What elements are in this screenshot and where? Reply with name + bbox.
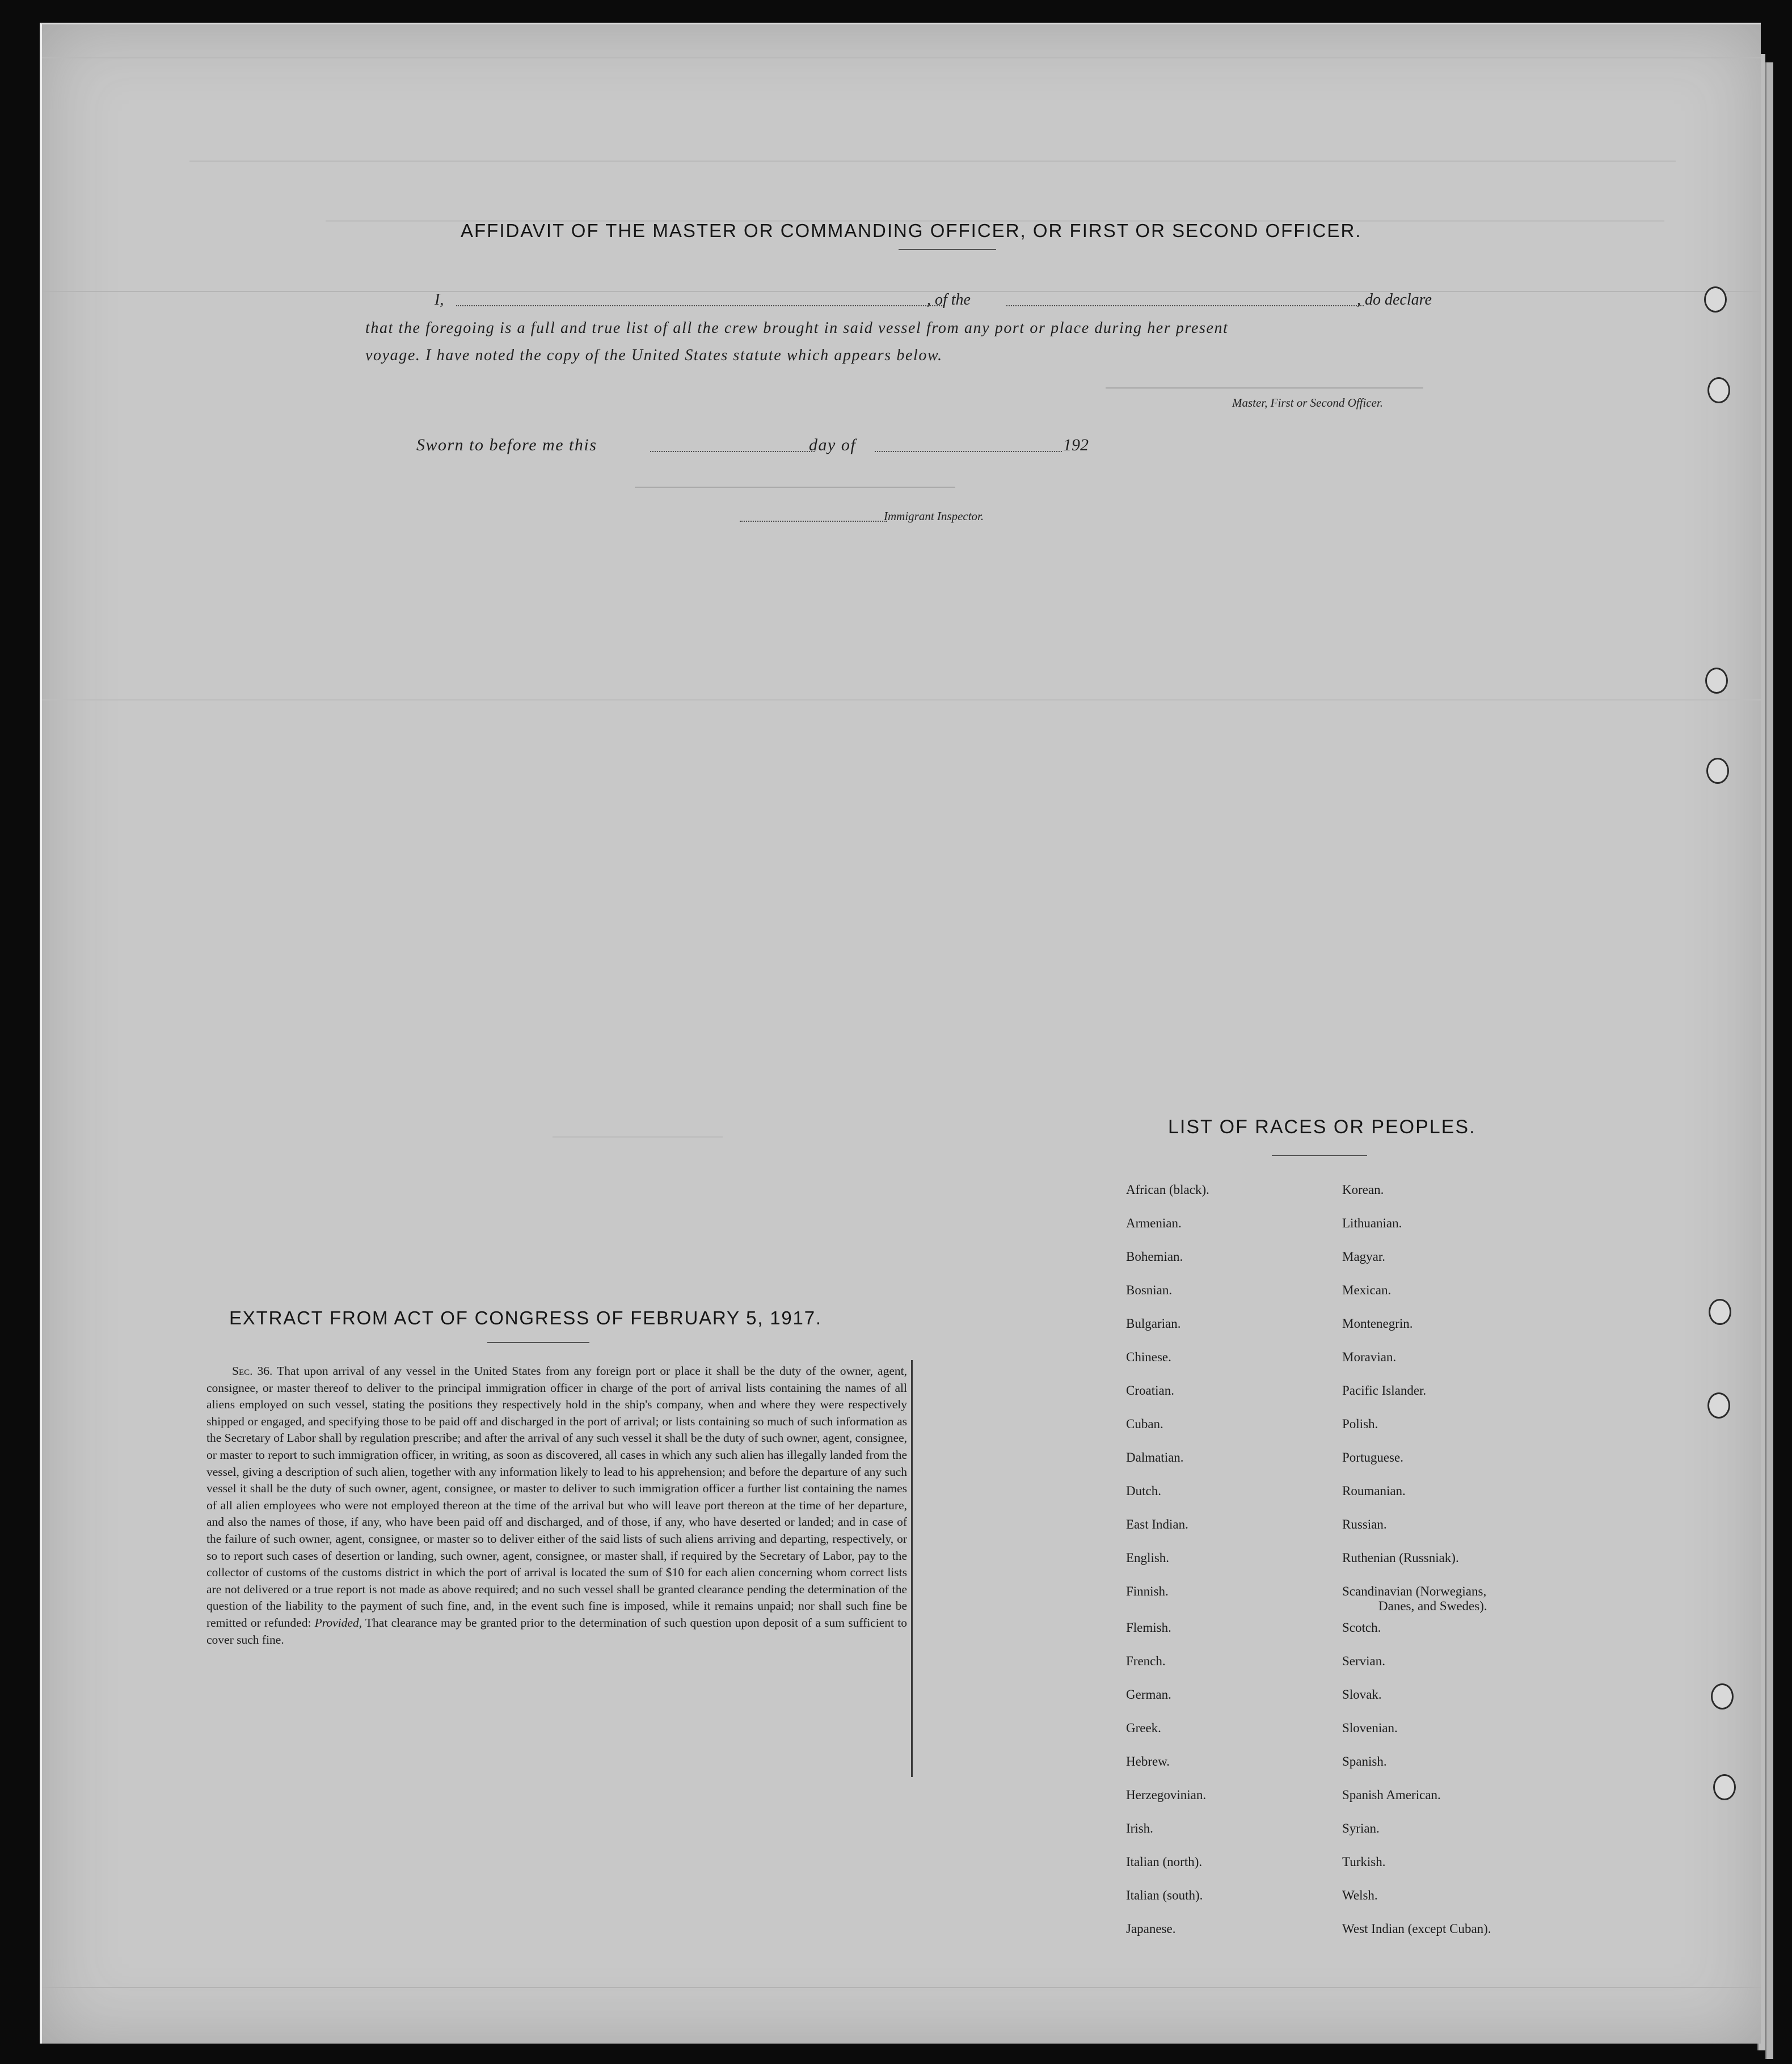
punch-hole [1713,1774,1736,1800]
extract-right-border [911,1360,913,1777]
race-entry: Greek. [1126,1721,1161,1735]
declaration-line-3: voyage. I have noted the copy of the United States statute which appears below. [365,347,943,364]
race-entry: Italian (north). [1126,1855,1203,1869]
race-entry: Montenegrin. [1342,1316,1413,1331]
race-entry: Croatian. [1126,1383,1174,1398]
race-entry: Polish. [1342,1417,1378,1431]
race-entry: Bohemian. [1126,1250,1183,1264]
page-fold-line [42,57,1761,58]
inspector-label: Immigrant Inspector. [884,509,984,523]
punch-hole [1709,1299,1731,1325]
race-entry: West Indian (except Cuban). [1342,1922,1491,1936]
inspector-signature-line[interactable] [635,487,955,488]
race-entry: Syrian. [1342,1821,1380,1835]
day-of-label: day of [809,436,857,454]
race-entry: Finnish. [1126,1584,1169,1598]
show-through-mark [553,1136,723,1138]
race-entry: Scotch. [1342,1620,1381,1635]
race-entry: Turkish. [1342,1855,1386,1869]
race-entry: Spanish. [1342,1754,1387,1768]
race-entry: African (black). [1126,1183,1209,1197]
race-entry: Welsh. [1342,1888,1378,1902]
declare-label: , do declare [1357,291,1432,309]
punch-hole [1707,377,1730,403]
race-entry: Spanish American. [1342,1788,1441,1802]
extract-body-text [206,1363,907,1648]
extract-title: EXTRACT FROM ACT OF CONGRESS OF FEBRUARY 5, 1917. [229,1307,822,1328]
race-entry: Roumanian. [1342,1484,1406,1498]
inspector-name-field[interactable] [740,521,887,522]
race-entry: Lithuanian. [1342,1216,1402,1230]
race-entry: Armenian. [1126,1216,1182,1230]
punch-hole [1711,1683,1734,1710]
sworn-label: Sworn to before me this [416,436,597,454]
race-entry: Mexican. [1342,1283,1392,1297]
declarant-label: I, [435,291,444,309]
master-signature-label: Master, First or Second Officer. [1232,396,1383,410]
race-entry: Bosnian. [1126,1283,1173,1297]
race-entry: Russian. [1342,1517,1387,1531]
race-entry: Herzegovinian. [1126,1788,1207,1802]
affidavit-title: AFFIDAVIT OF THE MASTER OR COMMANDING OFFICER, OR FIRST OR SECOND OFFICER. [461,220,1362,241]
declarant-name-field[interactable] [456,305,944,306]
race-entry: Chinese. [1126,1350,1171,1364]
punch-hole [1706,758,1729,784]
page-fold-line [42,291,1761,292]
races-title-underline [1272,1155,1367,1156]
declaration-line-2: that the foregoing is a full and true list of all the crew brought in said vessel from any port or place during her present [365,319,1229,337]
section-text: That upon arrival of any vessel in the United States from any foreign port or place it shall be the duty of the owner, agent, consignee, or master thereof to deliver to the principal immigration officer in charge of the port of arrival lists containing the names of all aliens employed on such vessel, stating the positions they respectively hold in the ship's company, when and where they were respectively shipped or engaged, and specifying those to be paid off and discharged in the port of arrival; or lists containing so much of such information as the Secretary of Labor shall by regulation prescribe; and after the arrival of any such vessel it shall be the duty of such owner, agent, consignee, or master to report to such immigration officer, in writing, as soon as discovered, all cases in which any such alien has illegally landed from the vessel, giving a description of such alien, together with any information likely to lead to his apprehension; and before the departure of any such vessel it shall be the duty of such owner, agent, consignee, or master to deliver to such immigration officer a further list containing the names of all alien employees who were not employed thereon at the time of the arrival but who will leave port thereon at the time of her departure, and also the names of those, if any, who have been paid off and discharged, and of those, if any, who have deserted or landed; and in case of the failure of such owner, agent, consignee, or master so to deliver either of the said lists of such aliens arriving and departing, respectively, or so to report such cases of desertion or landing, such owner, agent, consignee, or master shall, if required by the Secretary of Labor, pay to the collector of customs of the customs district in which the port of arrival is located the sum of $10 for each alien concerning whom correct lists are not delivered or a true report is not made as above required; and no such vessel shall be granted clearance pending the determination of the question of the liability to the payment of such fine, and, in the event such fine is imposed, while it remains unpaid; nor shall such fine be remitted or refunded: [206,1364,907,1630]
race-entry: Portuguese. [1342,1450,1403,1464]
race-entry: Slovak. [1342,1687,1382,1702]
race-entry: Japanese. [1126,1922,1176,1936]
master-signature-line[interactable] [1106,387,1423,389]
race-entry: Dutch. [1126,1484,1161,1498]
year-label: 192 [1063,436,1089,454]
section-text-end: That clearance may be granted prior to the determination of such question upon deposit of a sum sufficient to cover such fine. [206,1615,907,1647]
race-entry: Irish. [1126,1821,1153,1835]
provided-word: Provided, [314,1615,362,1630]
race-entry: Magyar. [1342,1250,1386,1264]
race-entry: Slovenian. [1342,1721,1398,1735]
document-page [40,23,1761,2044]
race-entry: German. [1126,1687,1171,1702]
sworn-day-field[interactable] [650,451,815,452]
stacked-sheet-edge [1765,62,1773,2059]
race-entry: Korean. [1342,1183,1384,1197]
race-entry: Dalmatian. [1126,1450,1184,1464]
vessel-label: , of the [927,291,971,309]
race-entry: French. [1126,1654,1166,1668]
vessel-name-field[interactable] [1006,305,1364,306]
race-entry: Servian. [1342,1654,1386,1668]
section-label: Sec. 36. [232,1364,273,1378]
race-entry: Hebrew. [1126,1754,1170,1768]
race-entry: Pacific Islander. [1342,1383,1427,1398]
race-entry: Bulgarian. [1126,1316,1181,1331]
page-fold-line [42,699,1761,700]
punch-hole [1705,668,1728,694]
title-underline [899,249,996,250]
sworn-month-field[interactable] [875,451,1062,452]
race-entry: Italian (south). [1126,1888,1203,1902]
punch-hole [1707,1392,1730,1419]
race-entry: English. [1126,1551,1170,1565]
race-entry: Scandinavian (Norwegians, [1342,1584,1487,1598]
race-entry: Flemish. [1126,1620,1171,1635]
show-through-mark [189,161,1676,162]
race-entry: Cuban. [1126,1417,1163,1431]
page-fold-line [42,1987,1761,1988]
race-entry: Ruthenian (Russniak). [1342,1551,1459,1565]
race-entry: Moravian. [1342,1350,1397,1364]
race-entry: Danes, and Swedes). [1378,1599,1487,1613]
punch-hole [1704,286,1727,313]
race-entry: East Indian. [1126,1517,1188,1531]
extract-title-underline [487,1342,589,1343]
races-title: LIST OF RACES OR PEOPLES. [1168,1116,1476,1138]
